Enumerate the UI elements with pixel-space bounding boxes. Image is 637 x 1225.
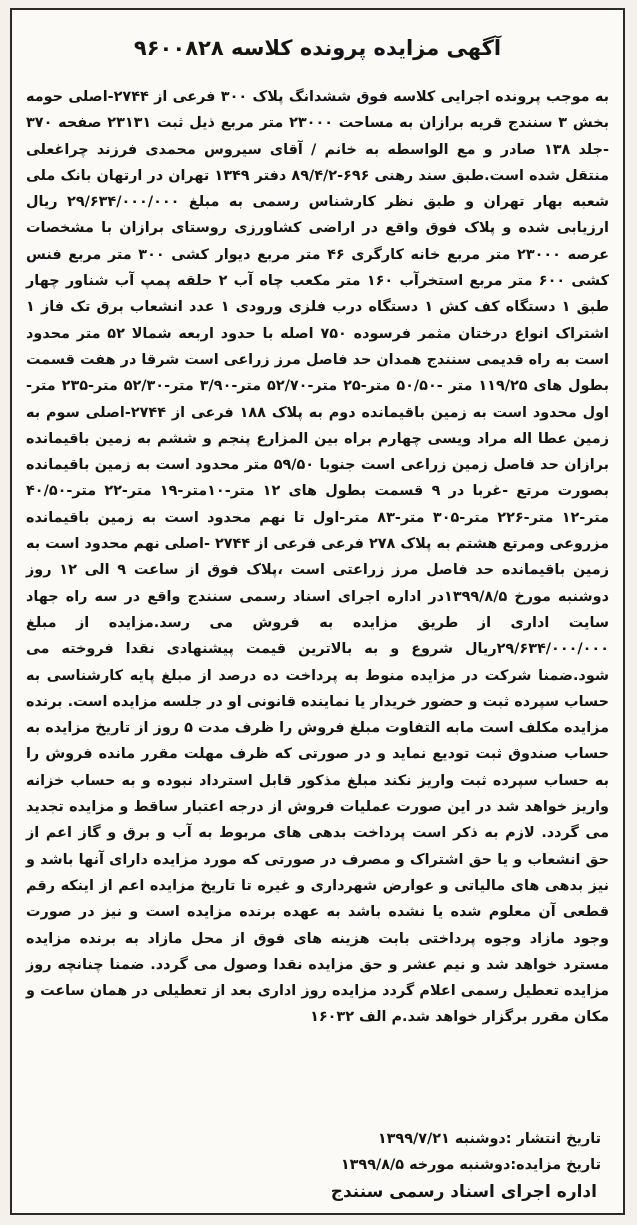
notice-body: به موجب پرونده اجرایی کلاسه فوق ششدانگ پلاک ۳۰۰ فرعی از ۲۷۴۴-اصلی حومه بخش ۳ سنندج قریه برازان به مساحت ۲۳۰۰۰ متر مربع ذیل ثبت ۲۳۱۳۱ صفحه ۳۷۰ -جلد ۱۳۸ صادر و مع الواسطه به خانم / آقای سیروس محمدی فرزند چراغعلی منتقل شده است.طبق سند رهنی ۶۹۶-۸۹/۴/۲ دفتر ۱۳۴۹ تهران در ارتهان بانک ملی شعبه بهار تهران و طبق نظر کارشناس رسمی به مبلغ ۲۹/۶۳۴/۰۰۰/۰۰۰ ریال ارزیابی شده و پلاک فوق واقع در اراضی کشاورزی روستای برازان با مشخصات عرصه ۲۳۰۰۰ متر مربع خانه کارگری ۴۶ متر مربع دیوار کشی ۳۰۰ متر مربع فنس کشی ۶۰۰ متر مربع استخرآب ۱۶۰ متر مکعب چاه آب ۲ حلقه پمپ آب شناور چهار طبق ۱ دستگاه کف کش ۱ دستگاه درب فلزی ورودی ۱ عدد انشعاب برق تک فاز ۱ اشتراک انواع درختان مثمر فرسوده ۷۵۰ اصله با حدود اربعه شمالا ۵۲ متر محدود است به راه قدیمی سنندج همدان حد فاصل مرز زراعی است شرقا در هفت قسمت بطول های ۱۱۹/۲۵ متر -۵۰/۵۰ متر-۲۵ متر-۵۲/۷۰ متر-۳/۹۰ متر-۵۲/۳۰ متر-۲۳۵ متر-اول محدود است به زمین باقیمانده دوم به پلاک ۱۸۸ فرعی از ۲۷۴۴-اصلی سوم به زمین عطا اله مراد ویسی چهارم براه بین المزارع پنجم و ششم به زمین باقیمانده برازان حد فاصل زمین زراعی است جنوبا ۵۹/۵۰ متر محدود است به زمین باقیمانده بصورت مرتع -غربا در ۹ قسمت بطول های ۱۲ متر-۱۰متر-۱۹ متر-۲۲ متر-۴۰/۵۰ متر-۱۲ متر-۲۲۶ متر-۳۰۵ متر-۸۳ متر-اول تا نهم محدود است به زمین باقیمانده مزروعی ومرتع هشتم به پلاک ۲۷۸ فرعی فرعی از ۲۷۴۴ -اصلی نهم محدود است به زمین باقیمانده حد فاصل مرز زراعتی است ،پلاک فوق از ساعت ۹ الی ۱۲ روز دوشنبه مورخ ۱۳۹۹/۸/۵در اداره اجرای اسناد رسمی سنندج واقع در سه راه جهاد سایت اداری از طریق مزایده به فروش می رسد.مزایده از مبلغ ۲۹/۶۳۴/۰۰۰/۰۰۰ریال شروع و به بالاترین قیمت پیشنهادی نقدا فروخته می شود.ضمنا شرکت در مزایده منوط به پرداخت ده درصد از مبلغ پایه کارشناسی به حساب سپرده ثبت و حضور خریدار یا نماینده قانونی او در جلسه مزایده است. برنده مزایده مکلف است مابه التفاوت مبلغ فروش را ظرف مدت ۵ روز از تاریخ مزایده به حساب صندوق ثبت تودیع نماید و در صورتی که ظرف مهلت مقرر مانده فروش را به حساب سپرده ثبت واریز نکند مبلغ مذکور قابل استرداد نبوده و به حساب خزانه واریز خواهد شد در این صورت عملیات فروش از درجه اعتبار ساقط و مزایده تجدید می گردد. لازم به ذکر است پرداخت بدهی های مربوط به آب و برق و گاز اعم از حق انشعاب و یا حق اشتراک و مصرف در صورتی که مورد مزایده دارای آنها باشد و نیز بدهی های مالیاتی و عوارض شهرداری و غیره تا تاریخ مزایده اعم از اینکه رقم قطعی آن معلوم شده یا نشده باشد به عهده برنده مزایده است و نیز در صورت وجود مازاد وجوه پرداختی بابت هزینه های فوق از محل مازاد به برنده مزایده مسترد خواهد شد و نیم عشر و حق مزایده نقدا وصول می گردد. ضمنا چنانچه روز مزایده تعطیل رسمی اعلام گردد مزایده روز اداری بعد از تعطیلی در همان ساعت و مکان مقرر برگزار خواهد شد.م الف ۱۶۰۳۲ <box>26 89 610 1026</box>
auction-date: تاریخ مزایده:دوشنبه مورخه ۱۳۹۹/۸/۵ <box>340 1157 601 1173</box>
publish-date: تاریخ انتشار :دوشنبه ۱۳۹۹/۷/۲۱ <box>377 1131 601 1147</box>
auction-notice <box>10 8 625 1215</box>
issuer-signature: اداره اجرای اسناد رسمی سنندج <box>330 1182 597 1202</box>
notice-title: آگهی مزایده پرونده کلاسه ۹۶۰۰۸۲۸ <box>133 36 502 60</box>
notice-dates <box>341 1126 601 1178</box>
